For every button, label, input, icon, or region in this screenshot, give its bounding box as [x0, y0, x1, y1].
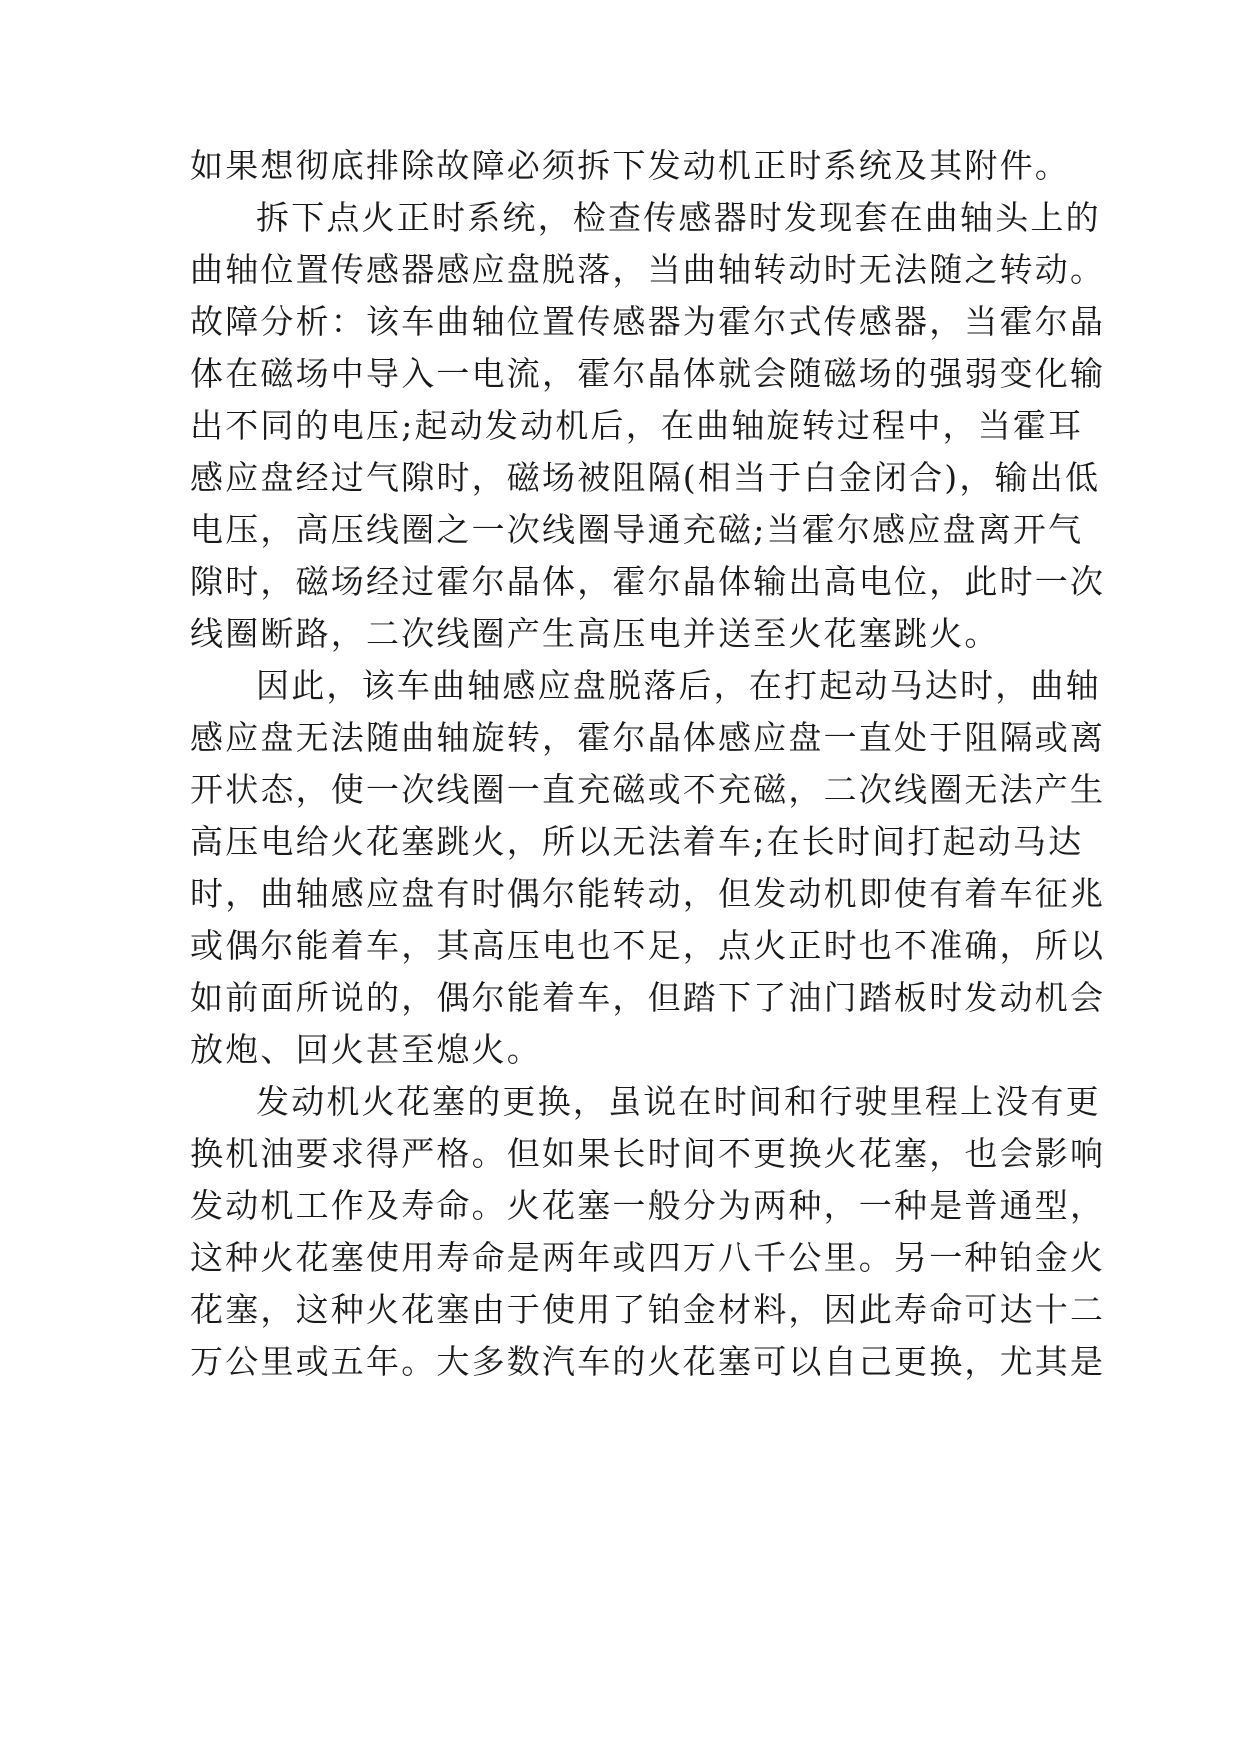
text-line: 放炮、回火甚至熄火。: [190, 1030, 542, 1069]
text-line: 感应盘无法随曲轴旋转，霍尔晶体感应盘一直处于阻隔或离: [190, 718, 1106, 757]
text-line: 体在磁场中导入一电流，霍尔晶体就会随磁场的强弱变化输: [190, 354, 1106, 393]
paragraph-start-line: 拆下点火正时系统，检查传感器时发现套在曲轴头上的: [256, 198, 1101, 237]
text-line: 高压电给火花塞跳火，所以无法着车;在长时间打起动马达: [190, 822, 1084, 861]
paragraph-start-line: 因此，该车曲轴感应盘脱落后，在打起动马达时，曲轴: [256, 666, 1101, 705]
text-line: 感应盘经过气隙时，磁场被阻隔(相当于白金闭合)，输出低: [190, 458, 1101, 497]
text-line: 发动机工作及寿命。火花塞一般分为两种，一种是普通型，: [190, 1186, 1106, 1225]
text-line: 出不同的电压;起动发动机后，在曲轴旋转过程中，当霍耳: [190, 406, 1084, 445]
text-line: 或偶尔能着车，其高压电也不足，点火正时也不准确，所以: [190, 926, 1106, 965]
paragraph-start-line: 发动机火花塞的更换，虽说在时间和行驶里程上没有更: [256, 1082, 1101, 1121]
text-line: 这种火花塞使用寿命是两年或四万八千公里。另一种铂金火: [190, 1238, 1106, 1277]
text-line: 花塞，这种火花塞由于使用了铂金材料，因此寿命可达十二: [190, 1290, 1106, 1329]
text-line: 时，曲轴感应盘有时偶尔能转动，但发动机即使有着车征兆: [190, 874, 1106, 913]
text-line: 万公里或五年。大多数汽车的火花塞可以自己更换，尤其是: [190, 1342, 1106, 1381]
text-line: 电压，高压线圈之一次线圈导通充磁;当霍尔感应盘离开气: [190, 510, 1084, 549]
text-line: 线圈断路，二次线圈产生高压电并送至火花塞跳火。: [190, 614, 1000, 653]
text-line: 开状态，使一次线圈一直充磁或不充磁，二次线圈无法产生: [190, 770, 1106, 809]
text-line: 换机油要求得严格。但如果长时间不更换火花塞，也会影响: [190, 1134, 1106, 1173]
text-line: 隙时，磁场经过霍尔晶体，霍尔晶体输出高电位，此时一次: [190, 562, 1106, 601]
text-line: 故障分析：该车曲轴位置传感器为霍尔式传感器，当霍尔晶: [190, 302, 1106, 341]
text-line: 曲轴位置传感器感应盘脱落，当曲轴转动时无法随之转动。: [190, 250, 1106, 289]
text-line: 如前面所说的，偶尔能着车，但踏下了油门踏板时发动机会: [190, 978, 1106, 1017]
text-line: 如果想彻底排除故障必须拆下发动机正时系统及其附件。: [190, 146, 1070, 185]
